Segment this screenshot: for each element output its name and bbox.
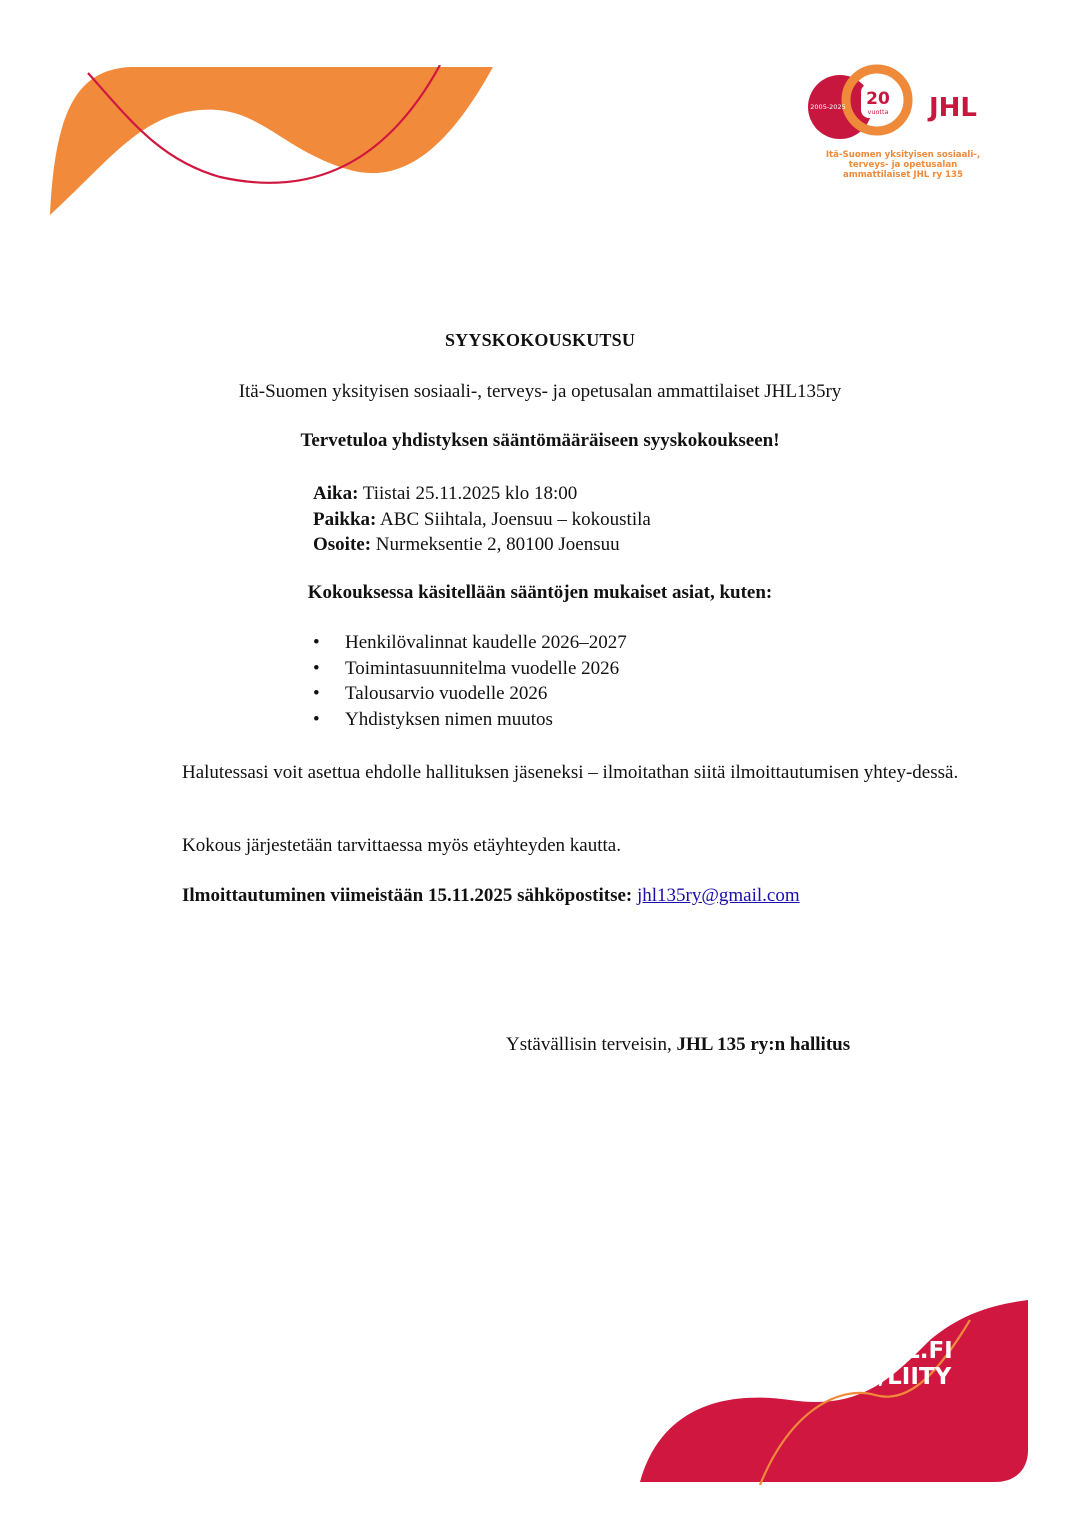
registration-email-link[interactable]: jhl135ry@gmail.com xyxy=(636,885,800,906)
detail-value: ABC Siihtala, Joensuu – kokoustila xyxy=(376,508,651,530)
badge-line1: JHL.FI xyxy=(877,1338,953,1364)
registration-paragraph xyxy=(182,883,1032,908)
list-item: • Henkilövalinnat kaudelle 2026–2027 xyxy=(313,630,627,656)
detail-place xyxy=(313,507,651,533)
top-wave-graphic xyxy=(50,65,500,215)
candidate-paragraph: Halutessasi voit asettua ehdolle hallituksen jäseneksi – ilmoitathan siitä ilmoittautumisen yhtey-dessä. xyxy=(182,762,959,783)
detail-value: Tiistai 25.11.2025 klo 18:00 xyxy=(358,483,578,504)
logo-caption-line: Itä-Suomen yksityisen sosiaali-, xyxy=(825,150,981,160)
logo-caption-line: terveys- ja opetusalan xyxy=(848,160,958,170)
detail-label: Paikka: xyxy=(313,508,377,530)
welcome-heading: Tervetuloa yhdistyksen sääntömääräiseen syyskokoukseen! xyxy=(300,430,780,451)
signoff xyxy=(506,1034,850,1056)
detail-address xyxy=(313,532,651,558)
organization-name: Itä-Suomen yksityisen sosiaali-, terveys- ja opetusalan ammattilaiset JHL135ry xyxy=(238,381,842,402)
list-item: • Yhdistyksen nimen muutos xyxy=(313,707,627,733)
anniversary-circles-icon xyxy=(805,62,1005,152)
logo-caption-line: ammattilaiset JHL ry 135 xyxy=(842,170,964,180)
signoff-text: Ystävällisin terveisin, xyxy=(506,1034,677,1055)
signoff-signature: JHL 135 ry:n hallitus xyxy=(676,1034,851,1055)
jhl-20-years-logo xyxy=(805,62,1005,202)
document-title: SYYSKOKOUSKUTSU xyxy=(444,330,636,350)
bottom-wave-graphic xyxy=(640,1300,1030,1485)
detail-value: Nurmeksentie 2, 80100 Joensuu xyxy=(371,534,620,555)
list-item: • Toimintasuunnitelma vuodelle 2026 xyxy=(313,656,627,682)
registration-label: Ilmoittautuminen viimeistään 15.11.2025 sähköpostitse: xyxy=(182,885,633,906)
detail-label: Osoite: xyxy=(313,534,372,555)
logo-years: 2005-2025 xyxy=(810,103,846,111)
list-item: • Talousarvio vuodelle 2026 xyxy=(313,681,627,707)
logo-unit: vuotta xyxy=(867,108,889,116)
logo-caption xyxy=(805,150,1001,180)
agenda-list xyxy=(313,630,627,732)
agenda-heading: Kokouksessa käsitellään sääntöjen mukaiset asiat, kuten: xyxy=(307,582,773,603)
badge-line2: /LIITY xyxy=(878,1364,952,1390)
meeting-details xyxy=(313,481,651,558)
detail-time xyxy=(313,481,651,507)
logo-brand: JHL xyxy=(928,93,978,123)
logo-number: 20 xyxy=(866,89,890,109)
remote-paragraph: Kokous järjestetään tarvittaessa myös etäyhteyden kautta. xyxy=(182,835,621,856)
detail-label: Aika: xyxy=(313,483,359,504)
